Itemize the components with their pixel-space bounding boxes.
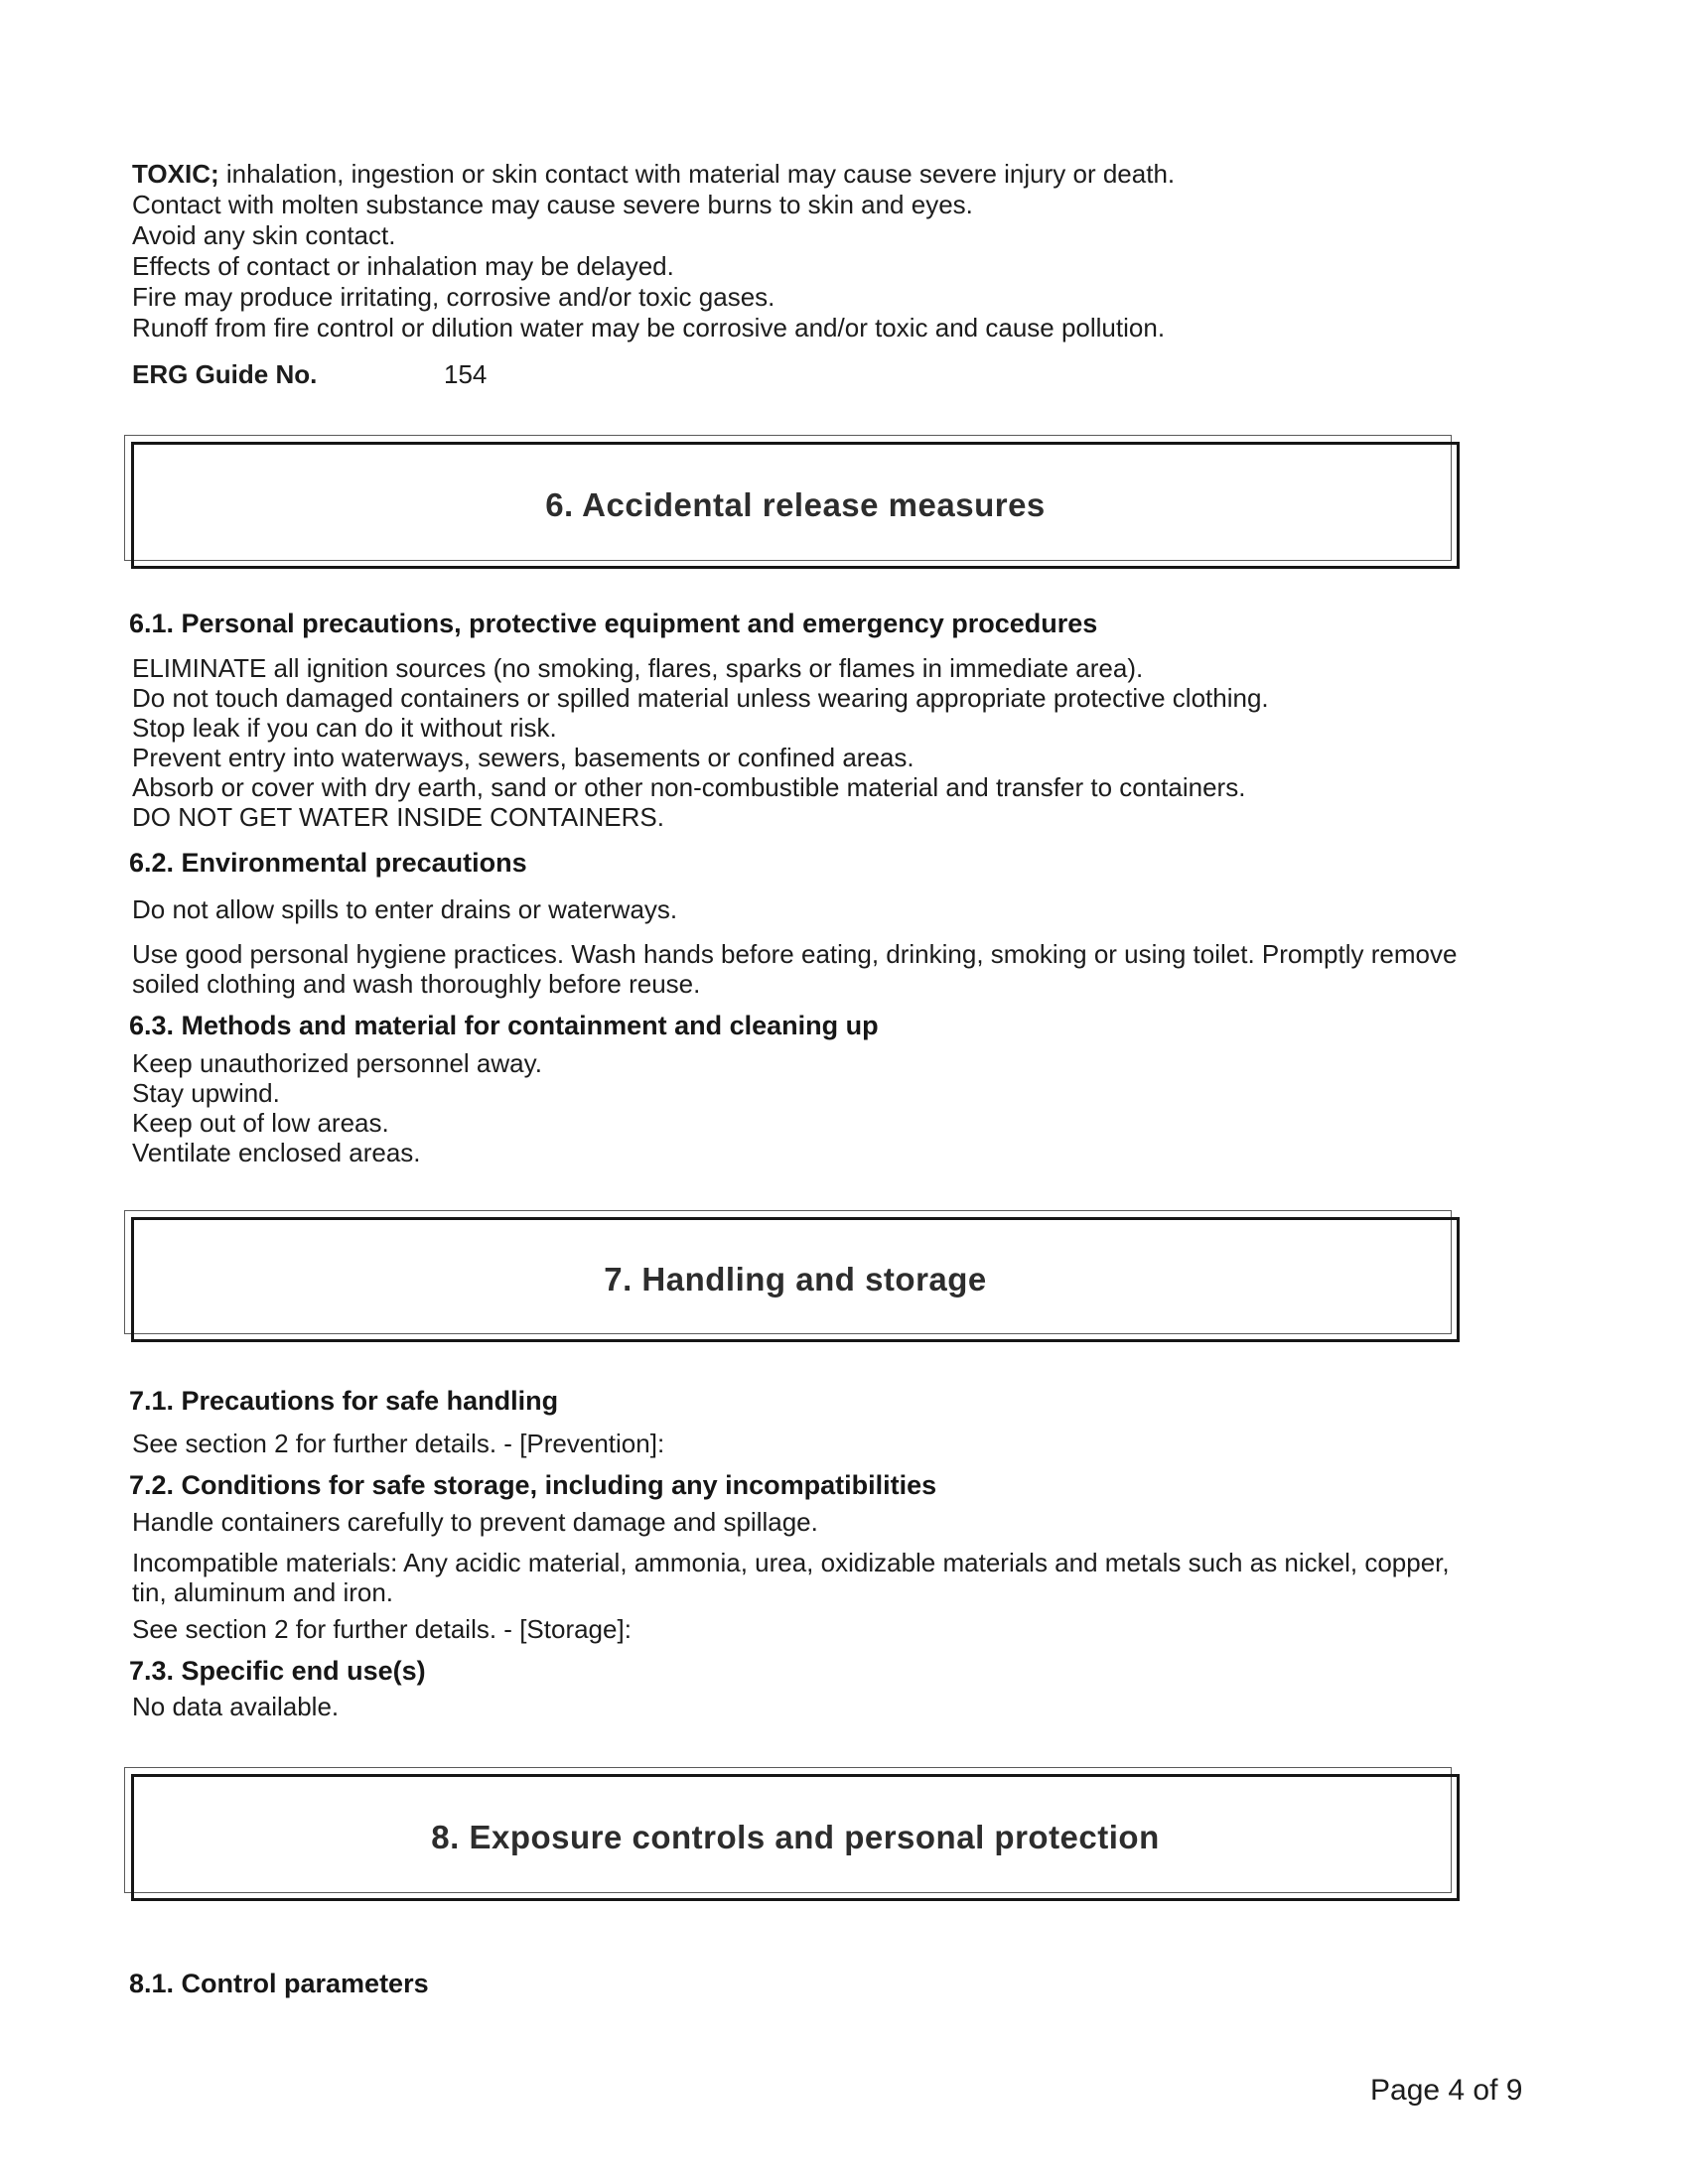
body-line: Use good personal hygiene practices. Wash hands before eating, drinking, smoking or using toilet. Promptly remove	[132, 939, 1458, 969]
subsection-7-1-body: See section 2 for further details. - [Prevention]:	[132, 1429, 665, 1458]
hazard-line: Effects of contact or inhalation may be delayed.	[132, 251, 674, 281]
section-6-header-box	[124, 435, 1460, 569]
body-line: DO NOT GET WATER INSIDE CONTAINERS.	[132, 802, 664, 832]
header-box-inner-border	[131, 442, 1460, 569]
hazard-line: Fire may produce irritating, corrosive and/or toxic gases.	[132, 282, 775, 312]
subsection-7-3-heading: 7.3. Specific end use(s)	[129, 1656, 426, 1686]
body-line: Prevent entry into waterways, sewers, basements or confined areas.	[132, 743, 914, 772]
subsection-6-3-heading: 6.3. Methods and material for containment and cleaning up	[129, 1011, 879, 1040]
subsection-6-1-body	[132, 653, 1269, 832]
erg-guide-row	[132, 359, 487, 390]
subsection-6-2-paragraph-2	[132, 939, 1457, 999]
body-line: Stop leak if you can do it without risk.	[132, 713, 557, 743]
body-line: soiled clothing and wash thoroughly before reuse.	[132, 969, 701, 999]
body-line: Keep unauthorized personnel away.	[132, 1048, 542, 1078]
subsection-7-2-heading: 7.2. Conditions for safe storage, including any incompatibilities	[129, 1470, 937, 1500]
section-6-title: 6. Accidental release measures	[545, 486, 1046, 523]
subsection-7-2-paragraph-1: Handle containers carefully to prevent damage and spillage.	[132, 1507, 818, 1537]
subsection-6-3-body	[132, 1048, 542, 1167]
body-line: Absorb or cover with dry earth, sand or other non-combustible material and transfer to containers.	[132, 772, 1246, 802]
hazard-statements	[132, 159, 1175, 343]
erg-guide-label: ERG Guide No.	[132, 359, 318, 389]
hazard-line	[132, 159, 1175, 190]
page-footer: Page 4 of 9	[1370, 2074, 1523, 2107]
body-line: Keep out of low areas.	[132, 1108, 389, 1138]
section-7-header-box	[124, 1210, 1460, 1342]
toxic-label: TOXIC;	[132, 159, 219, 189]
body-line: ELIMINATE all ignition sources (no smoking, flares, sparks or flames in immediate area).	[132, 653, 1144, 683]
body-line: tin, aluminum and iron.	[132, 1577, 394, 1607]
section-8-header-box	[124, 1767, 1460, 1901]
erg-guide-value: 154	[444, 359, 488, 389]
hazard-line: Contact with molten substance may cause severe burns to skin and eyes.	[132, 190, 973, 219]
body-line: Ventilate enclosed areas.	[132, 1138, 421, 1167]
subsection-7-2-incompatible-materials	[132, 1548, 1450, 1607]
body-line: Stay upwind.	[132, 1078, 280, 1108]
header-box-inner-border	[131, 1217, 1460, 1342]
hazard-line: Avoid any skin contact.	[132, 220, 396, 250]
subsection-8-1-heading: 8.1. Control parameters	[129, 1969, 429, 1998]
subsection-6-2-paragraph-1: Do not allow spills to enter drains or waterways.	[132, 894, 678, 924]
subsection-6-1-heading: 6.1. Personal precautions, protective equipment and emergency procedures	[129, 609, 1098, 638]
section-7-title: 7. Handling and storage	[604, 1261, 987, 1297]
subsection-7-1-heading: 7.1. Precautions for safe handling	[129, 1386, 559, 1416]
toxic-text: inhalation, ingestion or skin contact with material may cause severe injury or death.	[218, 159, 1176, 189]
body-line: Do not touch damaged containers or spilled material unless wearing appropriate protective clothing.	[132, 683, 1269, 713]
hazard-line: Runoff from fire control or dilution water may be corrosive and/or toxic and cause pollution.	[132, 313, 1166, 342]
body-line: Incompatible materials: Any acidic material, ammonia, urea, oxidizable materials and metals such as nickel, copper,	[132, 1548, 1450, 1577]
header-box-inner-border	[131, 1774, 1460, 1901]
subsection-7-2-paragraph-3: See section 2 for further details. - [Storage]:	[132, 1614, 632, 1644]
subsection-7-3-body: No data available.	[132, 1692, 340, 1721]
section-8-title: 8. Exposure controls and personal protection	[431, 1819, 1160, 1855]
subsection-6-2-heading: 6.2. Environmental precautions	[129, 848, 527, 878]
